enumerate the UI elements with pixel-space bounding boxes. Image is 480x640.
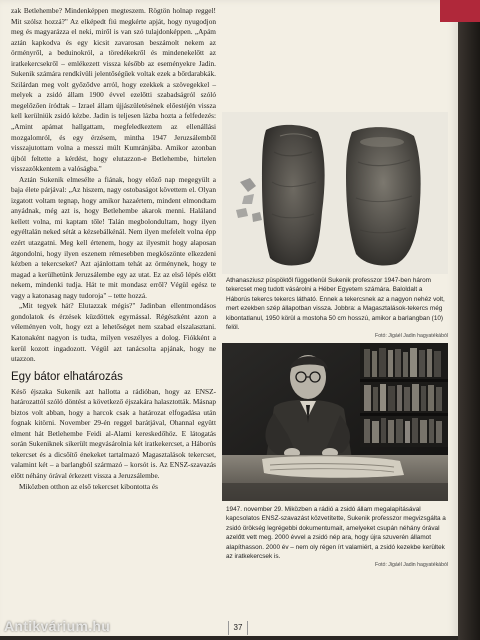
page-number: 37	[228, 621, 248, 635]
red-corner-accent	[440, 0, 480, 22]
paragraph-4: Késő éjszaka Sukenik azt hallotta a rádióban, hogy az ENSZ-határozattól szóló döntést a következő éjszakára halasztották. Másnap biztos volt abban, hogy a harcok csak a határozat elfogadása után fognak kitörni. November 29-én reggel barátjával, Ohannal együtt elment hát Betlehembe Feidi al-Alami kereskedőhöz. E látogatás során Sukeniknek sikerült megvásárolnia két iratkekercset, a Háborús tekercset és a dicsőítő énekeket tartalmazó Magasztalások tekercset, valamint két – a barlangból származó – korsót is. Az ENSZ-szavazás előtt néhány órával érkezett vissza a Jeruzsálembe.	[11, 386, 216, 480]
scroll-fragments-caption-text: Athanasziusz püspöktől függetlenül Sukenik professzor 1947-ben három tekercset meg tudott vásárolni a Héber Egyetem számára. Baloldalt a Háborús tekercs tekercs látható. Ennek a tekercsnek az a nagyon nehéz volt, mert ezekben szép állapotban vissza. Jobbra: a Magasztalások-tekercs még kibontatlanul, 1950 körül a mostoha 50 cm hosszú, amikor a barlangban (10) felöl.	[226, 277, 445, 332]
watermark: Antikvárium.hu	[4, 618, 111, 634]
sukenik-caption	[226, 505, 448, 571]
scroll-fragments-image	[222, 112, 448, 274]
paragraph-5: Miközben otthon az első tekercset kibontotta és	[19, 481, 159, 491]
paragraph-1: zak Betlehembe? Mindenképpen megteszem. Rögtön holnap reggel! Mit szólsz hozzá?" Az elképedt fiú megkérte apját, hogy nyugodjon meg és magyarázza el neki, miről is van szó tulajdonképpen. „Apám aztán kapkodva és egy kicsit zavarosan beszámolt nekem az örményről, a beduinokról, a töredékekről és mindenekelőtt az iratkekercsekről – emlékezett vissza később az eseményekre Jadin. Sukenik számára rendkívüli jelentőségűek voltak ezek a bőrdarabkák. Szilárdan meg volt győződve arról, hogy ezekkek a szövegekkel – melyek a zsidó állam 1900 évvel ezelőtti szabadságról szóló megelőzően íródtak – Izrael állam újjászületésének előestéjén vissza kell kerülniük zsidó kézbe. Jadin is teljesen lázba hozta a felfedezés: „Amint apámat hallgattam, megfeledkeztem az ellenállási mozgalomról, és egy érzésem, mintha 1947 Jeruzsálemből visszajutottam volna a messzi múlt Kumránjába. Amikor azonban újból feltette a kérdést, hogy elutazzon-e Betlehembe, hirtelen visszazökkentem a valóságba."	[11, 6, 216, 174]
sukenik-image	[222, 343, 448, 501]
section-heading: Egy bátor elhatározás	[11, 370, 123, 383]
scroll-fragments-caption	[226, 276, 448, 342]
paragraph-3: „Mit tegyek hát? Elutazzak mégis?" Jadinban ellentmondásos gondolatok és érzések küzdöttek egymással. Régészként azon a véleményen volt, hogy ezt a lehetőséget nem szabad elszalasztani. Katonaként nagyon is tudta, milyen veszélyes a dolog. Fiókként a kerül kozott ingadozott. Végül azt tanácsolta apjának, hogy ne utazzon.	[11, 301, 216, 364]
scroll-fragments-credit: Fotó: Jigáél Jadin hagyatékából	[375, 333, 448, 340]
paragraph-2: Aztán Sukenik elmesélte a fiának, hogy előző nap megegyült a baja élete párjával: „Az hiszem, nagy ostobaságot követtem el. Olyan izgatott voltam tegnap, hogy amikor hazaértem, mindent elmondtam anyádnak, még azt is, hogy Betlehembe akarok menni. Haláland kellett volna, mi kaptam tőle! Talán megbolondultam, hogy ilyen egyéltalán neked sétát a kézsebálkénál. Nem ilyen mefelelt volna épp ezért utazgatni. Meg kell értenem, hogy az ilyesmit hogy alaposan átgondolni, hogy ilyen eszenem rémesebben megköszönte elkezdeni kézben a tekercseket? Azt ajánlottam tehát az örménynek, hogy te magad a kerülhetünk Jeruzsálembe egy az utat. Ez az első lépés előtt nekem, mindenki tudja. Hát te mit mondasz erről? Végül egész te vagy a katonasag nagy tudoroja" – tette hozzá.	[11, 174, 216, 300]
book-spine	[458, 0, 480, 640]
bottom-edge	[0, 636, 458, 640]
sukenik-credit: Fotó: Jigáél Jadin hagyatékából	[375, 562, 448, 569]
scroll-fragments-photo	[222, 112, 448, 274]
sukenik-caption-text: 1947. november 29. Miközben a rádió a zsidó állam megalapításával kapcsolatos ENSZ-szavazást közvetítette, Sukenik professzor megvizsgálta a zsidó örökség legrégebbi dokumentumait, amelyeket csupán néhány órával azelőtt vett meg. 2000 évvel a zsidó nép ara, hogy újra szuverén államot alapíthasson. 2000 év – nem oly régen írt valamiért, a zsidó kezekbe kerültek az iratkekercsek is.	[226, 506, 446, 561]
main-text-column	[11, 6, 216, 492]
sukenik-photo	[222, 343, 448, 501]
